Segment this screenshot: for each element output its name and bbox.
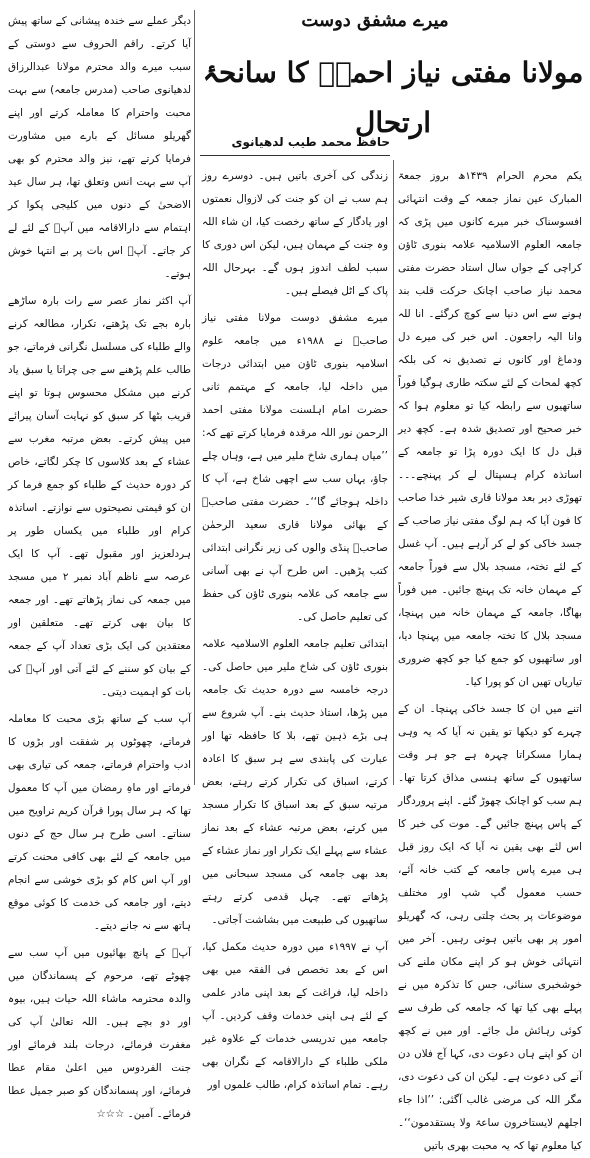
column-divider xyxy=(393,160,394,785)
paragraph: آپ نے ۱۹۹۷ء میں دورہ حدیث مکمل کیا، اس کے بعد تخصص فی الفقہ میں بھی داخلہ لیا، فراغت کے بعد اپنی مادر علمی کے لئے ہی اپنی خدمات وقف کردیں۔ آپ جامعہ میں تدریسی خدمات کے علاوہ غیر ملکی طلباء کے دارالاقامہ کے نگران بھی رہے۔ تمام اساتذہ کرام، طالب علموں اور xyxy=(202,941,388,1091)
paragraph: اتنے میں ان کا جسد خاکی پہنچا۔ ان کے چہرے کو دیکھا تو یقین نہ آیا کہ یہ وہی ہمارا مسکراتا چہرہ ہے جو ہر وقت ساتھیوں کے ساتھ ہنسی مذاق کرتا تھا۔ ہم سب کو اچانک چھوڑ گئے۔ اپنے پروردگار کے پاس پہنچ جائیں گے۔ موت کی خبر کا اس لئے بھی یقین نہ آیا کہ ایک روز قبل ہی میرے پاس جامعہ کے کتب خانہ آئے، حسب معمول گپ شپ اور مختلف موضوعات پر بحث چلتی رہی، کہ گھریلو امور پر بھی باتیں ہوتی رہیں۔ آخر میں انتہائی خوش ہو کر اپنے مکان ملنے کی خوشخبری سنائی، جس کا تذکرہ میں نے پہلے بھی کیا تھا کہ جامعہ کی طرف سے کوئی رہائش مل جائے۔ اور میں نے کچھ ان کو اپنے ہاں دعوت دی، کہا آج فلاں دن آنے کی دعوت ہے۔ لیکن ان کی دعوت دی، مگر اللہ کی مرضی غالب آگئی: ’’اذا جاء اجلھم لایستاخرون ساعۃ ولا یستقدمون‘‘۔ کیا معلوم تھا کہ یہ محبت بھری باتیں xyxy=(398,703,582,1152)
paragraph: آپ اکثر نماز عصر سے رات بارہ ساڑھے بارہ بجے تک پڑھتے، تکرار، مطالعہ کرنے والے طلباء کی مسلسل نگرانی فرماتے، جو طالب علم پڑھنے سے جی چراتا یا سبق یاد کرنے میں مشکل محسوس ہوتا تو اپنے قریب بٹھا کر سبق کو نہایت آسان پیرائے میں پیش کرتے۔ بعض مرتبہ مغرب سے عشاء کے بعد کلاسوں کا چکر لگاتے، خاص کر دورہ حدیث کے طلباء کو جمع فرما کر ان کو قیمتی نصیحتوں سے نوازتے۔ اساتذہ کرام اور طلباء میں یکساں طور پر ہردلعزیز اور مقبول تھے۔ آپ کا ایک عرصہ سے ناظم آباد نمبر ۲ میں مسجد میں جمعہ کی نماز پڑھاتے تھے۔ اور جمعہ کا بیان بھی کرتے تھے۔ متعلقین اور معتقدین کی ایک بڑی تعداد آپ کے جمعہ کے بیان کو سننے کے لئے آتی اور آپؒ کی بات کو اہمیت دیتی۔ xyxy=(8,295,191,698)
text-column-right xyxy=(398,165,582,1152)
paragraph: دیگر عملے سے خندہ پیشانی کے ساتھ پیش آیا کرتے۔ راقم الحروف سے دوستی کے سبب میرے والد محترم مولانا عبدالرزاق لدھیانوی صاحب (مدرس جامعہ) سے بہت محبت واحترام کا معاملہ کرتے اور اپنے گھریلو مسائل کے بارے میں مشاورت فرمایا کرتے تھے، نیز والد محترم کو بھی آپ سے بہت انس وتعلق تھا، ہر سال عید الاضحیٰ کے دنوں میں کلیجی پکوا کر اہتمام سے دارالاقامہ میں آپؒ کے لئے لے کر جاتے۔ آپؒ اس بات پر بے انتہا خوش ہوتے۔ xyxy=(8,15,191,280)
article-overline: میرے مشفق دوست xyxy=(301,10,449,31)
paragraph: یکم محرم الحرام ۱۴۳۹ھ بروز جمعۃ المبارک عین نماز جمعہ کے وقت انتہائی افسوسناک خبر میرے کانوں میں پڑی کہ جامعہ العلوم الاسلامیہ علامہ بنوری ٹاؤن کراچی کے جواں سال استاد حضرت مفتی محمد نیاز صاحب اچانک حرکت قلب بند ہونے سے اس دنیا سے کوچ کرگئے۔ انا للہ وانا الیہ راجعون۔ اس خبر کی میرے دل ودماغ اور کانوں نے تصدیق نہ کی بلکہ کچھ لمحات کے لئے سکتہ طاری ہوگیا فوراً ساتھیوں سے رابطہ کیا تو معلوم ہوا کہ خبر صحیح اور تصدیق شدہ ہے۔ کچھ دیر قبل دل کا ایک دورہ پڑا تو جامعہ کے اساتذہ کرام ہسپتال لے کر پہنچے۔۔۔ تھوڑی دیر بعد مولانا قاری شیر خدا صاحب کا فون آیا کہ ہم لوگ مفتی نیاز صاحب کے جسد خاکی کو لے کر آرہے ہیں۔ آپ غسل کے لئے تختہ، مسجد بلال سے فوراً جامعہ کے مہمان خانہ تک پہنچ جائیں۔ میں فوراً بھاگا، جامعہ کے مہمان خانہ میں پہنچا، مسجد بلال کا تختہ جامعہ میں پہنچا دیا، اور ساتھیوں کو جمع کیا جو کچھ ضروری تیاریاں تھیں ان کو پورا کیا۔ xyxy=(398,170,582,688)
article-title: مولانا مفتی نیاز احمدؒ کا سانحۂ ارتحال xyxy=(202,56,584,139)
paragraph: میرے مشفق دوست مولانا مفتی نیاز صاحبؒ نے ۱۹۸۸ء میں جامعہ علوم اسلامیہ بنوری ٹاؤن میں ابتدائی درجات میں داخلہ لیا، جامعہ کے مہتمم ثانی حضرت امام اہلسنت مولانا مفتی احمد الرحمن نور اللہ مرقدہ فرمایا کرتے تھے کہ: ’’میاں ہماری شاخ ملیر میں ہے، وہاں چلے جاؤ، یہاں سب سے اچھی شاخ ہے، آپ کا داخلہ ہوجائے گا‘‘۔ حضرت مفتی صاحبؒ کے بھائی مولانا قاری سعید الرحمٰن صاحبؒ پنڈی والوں کی زیر نگرانی ابتدائی کتب پڑھیں۔ اس طرح آپ نے بھی آسانی سے جامعہ کی علامہ بنوری ٹاؤن کی حفظ کی تعلیم حاصل کی۔ xyxy=(202,312,388,623)
byline-divider xyxy=(200,155,390,156)
author-byline: حافظ محمد طیب لدھیانوی xyxy=(231,135,390,149)
text-column-left xyxy=(8,10,191,1120)
paragraph: ابتدائی تعلیم جامعہ العلوم الاسلامیہ علامہ بنوری ٹاؤن کی شاخ ملیر میں حاصل کی۔ درجہ خامسہ سے دورہ حدیث تک جامعہ میں پڑھا، استاذ حدیث بنے۔ آپ شروع سے ہی بڑے ذہین تھے، بلا کا حافظہ تھا اور عبارت کی پابندی سے ہر سبق کا اعادہ کرتے، اسباق کی تکرار کرتے رہتے، بعض مرتبہ سبق کے بعد اسباق کا تکرار مسجد میں کرتے، بعض مرتبہ عشاء کے بعد نماز عشاء سے پہلے ایک تکرار اور نماز عشاء کے بعد بھی جامعہ کی مسجد سبحانی میں پڑھاتے تھے۔ چہل قدمی کرتے رہتے ساتھیوں کی طبیعت میں بشاشت آجاتی۔ xyxy=(202,638,388,926)
paragraph: آپ سب کے ساتھ بڑی محبت کا معاملہ فرماتے، چھوٹوں پر شفقت اور بڑوں کا ادب واحترام فرماتے، جمعہ کی تیاری بھی فرماتے اور ماہِ رمضان میں آپ کا معمول تھا کہ ہر سال پورا قرآن کریم تراویح میں سناتے۔ اسی طرح ہر سال حج کے دنوں میں جامعہ کے لئے بھی کافی محنت کرتے اور آپ اس کام کو بڑی خوشی سے انجام دیتے، اور جامعہ کی خدمت کا کوئی موقع ہاتھ سے نہ جانے دیتے۔ xyxy=(8,713,191,932)
text-column-middle xyxy=(202,165,388,1091)
column-divider xyxy=(194,10,195,785)
paragraph: آپؒ کے پانچ بھائیوں میں آپ سب سے چھوٹے تھے، مرحوم کے پسماندگان میں والدہ محترمہ ماشاء اللہ حیات ہیں، بیوہ اور دو بچے ہیں۔ اللہ تعالیٰ آپ کی مغفرت فرمائے، درجات بلند فرمائے اور جنت الفردوس میں اعلیٰ مقام عطا فرمائے، اور پسماندگان کو صبر جمیل عطا فرمائے۔ آمین۔ ☆☆☆ xyxy=(8,947,191,1120)
paragraph: زندگی کی آخری باتیں ہیں۔ دوسرے روز ہم سب نے ان کو جنت کی لازوال نعمتوں اور یادگار کے ساتھ رخصت کیا، ان شاء اللہ وہ جنت کے مہمان ہیں، لیکن اس دوری کا سبب لطف اندوز ہوں گے۔ بہرحال اللہ پاک کے اٹل فیصلے ہیں۔ xyxy=(202,170,388,297)
